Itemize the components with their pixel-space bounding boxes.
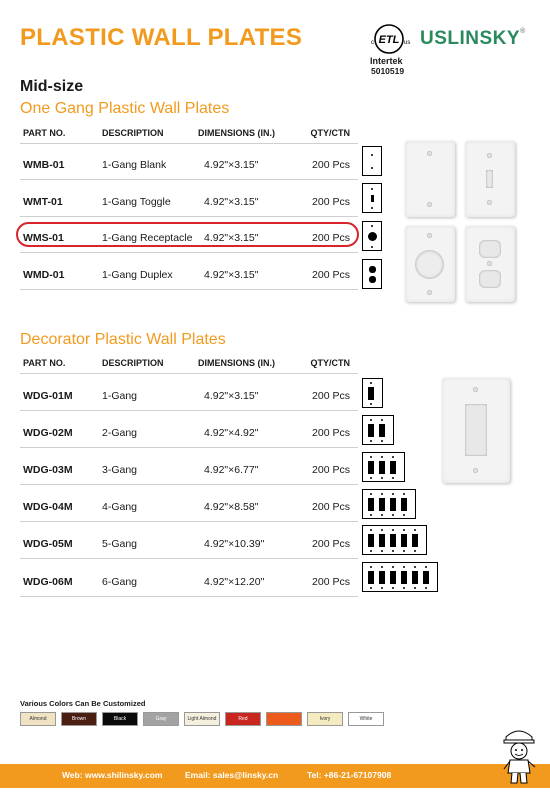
- qty: 200 Pcs: [312, 159, 350, 171]
- part-no: WDG-05M: [23, 538, 73, 550]
- color-swatch: Gray: [143, 712, 179, 726]
- toggle-plate-icon: [362, 183, 382, 213]
- part-no: WDG-03M: [23, 464, 73, 476]
- qty: 200 Pcs: [312, 232, 350, 244]
- qty: 200 Pcs: [312, 576, 350, 588]
- dimensions: 4.92"×6.77": [204, 464, 259, 476]
- dimensions: 4.92"×3.15": [204, 390, 259, 402]
- footer-email: Email: sales@linsky.cn: [185, 770, 279, 780]
- duplex-plate-photo: [465, 226, 515, 302]
- part-no: WDG-06M: [23, 576, 73, 588]
- color-swatch: Red: [225, 712, 261, 726]
- qty: 200 Pcs: [312, 390, 350, 402]
- table-row: [20, 522, 358, 559]
- section-one-gang-title: One Gang Plastic Wall Plates: [20, 100, 230, 117]
- table-row: [20, 180, 358, 217]
- decorator-table: [20, 354, 358, 597]
- table-row: [20, 485, 358, 522]
- dimensions: 4.92"×3.15": [204, 232, 259, 244]
- svg-text:us: us: [404, 40, 411, 46]
- description: 1-Gang Receptacle: [102, 232, 193, 244]
- table-row: [20, 559, 358, 597]
- description: 1-Gang Blank: [102, 159, 167, 171]
- mascot-illustration: [496, 725, 542, 787]
- cert-lab-name: Intertek: [370, 56, 403, 66]
- col-qty: QTY/CTN: [310, 358, 350, 368]
- col-qty: QTY/CTN: [310, 128, 350, 138]
- qty: 200 Pcs: [312, 501, 350, 513]
- footer-bar: [0, 764, 550, 788]
- table-row: [20, 144, 358, 180]
- 1-gang-decorator-icon: [362, 378, 383, 408]
- col-description: DESCRIPTION: [102, 358, 164, 368]
- description: 1-Gang Toggle: [102, 196, 171, 208]
- description: 1-Gang: [102, 390, 138, 402]
- blank-plate-photo: [405, 141, 455, 217]
- part-no: WMS-01: [23, 232, 64, 244]
- dimensions: 4.92"×8.58": [204, 501, 259, 513]
- color-swatch: White: [348, 712, 384, 726]
- color-swatch: Light Almond: [184, 712, 220, 726]
- svg-text:c: c: [371, 40, 374, 46]
- description: 1-Gang Duplex: [102, 269, 173, 281]
- table-row: [20, 448, 358, 485]
- description: 5-Gang: [102, 538, 138, 550]
- 2-gang-decorator-icon: [362, 415, 394, 445]
- 6-gang-decorator-icon: [362, 562, 438, 592]
- dimensions: 4.92"×3.15": [204, 269, 259, 281]
- duplex-plate-icon: [362, 259, 382, 289]
- footer-tel: Tel: +86-21-67107908: [307, 770, 392, 780]
- part-no: WDG-01M: [23, 390, 73, 402]
- toggle-plate-photo: [465, 141, 515, 217]
- 3-gang-decorator-icon: [362, 452, 405, 482]
- receptacle-plate-icon: [362, 221, 382, 251]
- dimensions: 4.92"×3.15": [204, 196, 259, 208]
- description: 2-Gang: [102, 427, 138, 439]
- col-dimensions: DIMENSIONS (IN.): [198, 128, 276, 138]
- dimensions: 4.92"×12.20": [204, 576, 265, 588]
- table-header: [20, 354, 358, 374]
- color-swatch: Almond: [20, 712, 56, 726]
- part-no: WMD-01: [23, 269, 65, 281]
- blank-plate-icon: [362, 146, 382, 176]
- part-no: WMB-01: [23, 159, 65, 171]
- part-no: WDG-02M: [23, 427, 73, 439]
- table-header: [20, 124, 358, 144]
- decorator-plate-photo: [442, 378, 510, 483]
- table-row: [20, 253, 358, 290]
- qty: 200 Pcs: [312, 538, 350, 550]
- highlight-circle: [16, 222, 359, 247]
- mid-size-heading: Mid-size: [20, 78, 84, 95]
- colors-label: Various Colors Can Be Customized: [20, 699, 146, 708]
- receptacle-plate-photo: [405, 226, 455, 302]
- part-no: WDG-04M: [23, 501, 73, 513]
- dimensions: 4.92"×3.15": [204, 159, 259, 171]
- brand-name: USLINSKY: [420, 28, 521, 49]
- description: 4-Gang: [102, 501, 138, 513]
- cert-number: 5010519: [371, 66, 405, 76]
- 4-gang-decorator-icon: [362, 489, 416, 519]
- col-part-no: PART NO.: [23, 128, 66, 138]
- dimensions: 4.92"×10.39": [204, 538, 265, 550]
- color-swatches: [20, 712, 384, 726]
- color-swatch: Ivory: [307, 712, 343, 726]
- table-row: [20, 411, 358, 448]
- col-part-no: PART NO.: [23, 358, 66, 368]
- page-title: PLASTIC WALL PLATES: [20, 24, 303, 51]
- col-dimensions: DIMENSIONS (IN.): [198, 358, 276, 368]
- color-swatch: Brown: [61, 712, 97, 726]
- qty: 200 Pcs: [312, 427, 350, 439]
- color-swatch: [266, 712, 302, 726]
- qty: 200 Pcs: [312, 464, 350, 476]
- qty: 200 Pcs: [312, 196, 350, 208]
- brand-logo: USLINSKY®: [420, 28, 526, 49]
- col-description: DESCRIPTION: [102, 128, 164, 138]
- svg-text:ETL: ETL: [378, 34, 400, 46]
- dimensions: 4.92"×4.92": [204, 427, 259, 439]
- one-gang-table: [20, 124, 358, 290]
- part-no: WMT-01: [23, 196, 63, 208]
- description: 6-Gang: [102, 576, 138, 588]
- description: 3-Gang: [102, 464, 138, 476]
- color-swatch: Black: [102, 712, 138, 726]
- footer-web: Web: www.shilinsky.com: [62, 770, 163, 780]
- 5-gang-decorator-icon: [362, 525, 427, 555]
- table-row: [20, 374, 358, 411]
- section-decorator-title: Decorator Plastic Wall Plates: [20, 331, 226, 348]
- qty: 200 Pcs: [312, 269, 350, 281]
